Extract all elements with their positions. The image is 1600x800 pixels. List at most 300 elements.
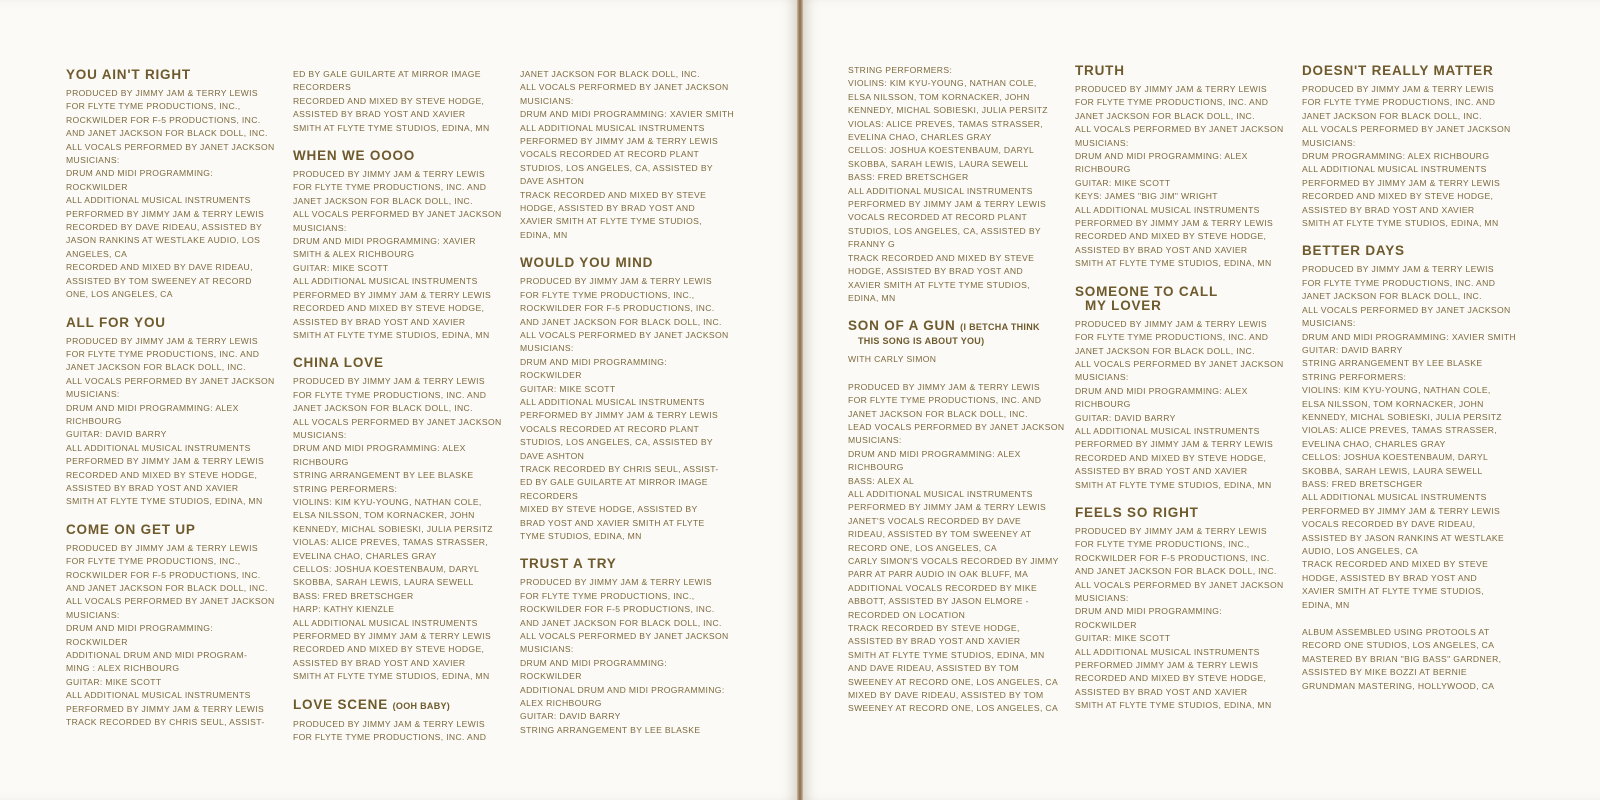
credit-line: RECORDED AND MIXED BY DAVE RIDEAU, bbox=[66, 262, 253, 273]
credit-line: ASSISTED BY BRAD YOST AND XAVIER bbox=[1075, 686, 1248, 697]
credit-line: ASSISTED BY JASON RANKINS AT WESTLAKE bbox=[1302, 532, 1505, 543]
credit-line: ALL VOCALS PERFORMED BY JANET JACKSON bbox=[293, 209, 502, 220]
credit-line: PRODUCED BY JIMMY JAM & TERRY LEWIS bbox=[520, 577, 712, 588]
song-title bbox=[293, 356, 513, 370]
credit-line: ALL VOCALS PERFORMED BY JANET JACKSON bbox=[1302, 304, 1511, 315]
credit-line: KENNEDY, MICHAL SOBIESKI, JULIA PERSITZ bbox=[848, 105, 1048, 116]
song-credits bbox=[293, 698, 513, 745]
credit-line: MING : ALEX RICHBOURG bbox=[66, 663, 180, 674]
credit-line: ED BY GALE GUILARTE AT MIRROR IMAGE bbox=[293, 69, 481, 79]
credit-line: FOR FLYTE TYME PRODUCTIONS, INC. AND bbox=[293, 389, 487, 400]
credit-line: ROCKWILDER FOR F-5 PRODUCTIONS, INC. bbox=[66, 569, 261, 580]
song-title-text: TRUST A TRY bbox=[520, 556, 617, 572]
credit-line: KENNEDY, MICHAL SOBIESKI, JULIA PERSITZ bbox=[1302, 411, 1502, 422]
credit-line: SKOBBA, SARAH LEWIS, LAURA SEWELL bbox=[848, 158, 1029, 169]
credit-line: MIXED BY STEVE HODGE, ASSISTED BY bbox=[520, 504, 698, 515]
credit-line: MUSICIANS: bbox=[1302, 318, 1356, 329]
credit-line: PERFORMED BY JIMMY JAM & TERRY LEWIS bbox=[66, 208, 265, 219]
credit-line: PRODUCED BY JIMMY JAM & TERRY LEWIS bbox=[848, 381, 1040, 392]
credit-line: DRUM AND MIDI PROGRAMMING: bbox=[1075, 606, 1223, 617]
credit-line: FOR FLYTE TYME PRODUCTIONS, INC., bbox=[66, 556, 241, 567]
credit-line: ADDITIONAL DRUM AND MIDI PROGRAM- bbox=[66, 650, 248, 661]
credit-line: ALL ADDITIONAL MUSICAL INSTRUMENTS bbox=[66, 690, 251, 701]
credit-line: FRANNY G bbox=[848, 239, 896, 250]
credit-line: JANET JACKSON FOR BLACK DOLL, INC. bbox=[293, 403, 473, 414]
song-title-line2: THIS SONG IS ABOUT YOU) bbox=[858, 336, 985, 347]
credit-line: FOR FLYTE TYME PRODUCTIONS, INC. AND bbox=[848, 395, 1042, 406]
credit-line: ASSISTED BY BRAD YOST AND XAVIER bbox=[66, 482, 239, 493]
song-title bbox=[1075, 64, 1295, 78]
credit-line: RICHBOURG bbox=[293, 456, 349, 467]
credit-line: VIOLAS: ALICE PREVES, TAMAS STRASSER, bbox=[293, 537, 489, 548]
credit-line: JANET JACKSON FOR BLACK DOLL, INC. bbox=[1302, 291, 1482, 302]
song-title bbox=[848, 319, 1068, 348]
credit-line: ROCKWILDER bbox=[66, 181, 128, 192]
credit-line: CELLOS: JOSHUA KOESTENBAUM, DARYL bbox=[848, 145, 1035, 156]
credit-line: GUITAR: DAVID BARRY bbox=[1075, 412, 1176, 423]
credit-line: ROCKWILDER FOR F-5 PRODUCTIONS, INC. bbox=[520, 604, 715, 615]
credit-line: MUSICIANS: bbox=[66, 609, 120, 620]
credit-line: CELLOS: JOSHUA KOESTENBAUM, DARYL bbox=[1302, 452, 1489, 463]
credit-line: AND JANET JACKSON FOR BLACK DOLL, INC. bbox=[520, 617, 722, 628]
credit-line: ALL VOCALS PERFORMED BY JANET JACKSON bbox=[1075, 579, 1284, 590]
credit-line: FOR FLYTE TYME PRODUCTIONS, INC. AND bbox=[293, 182, 487, 193]
credit-line: BASS: ALEX AL bbox=[848, 475, 915, 486]
credit-line: ASSISTED BY BRAD YOST AND XAVIER bbox=[293, 109, 466, 120]
credit-line: CARLY SIMON'S VOCALS RECORDED BY JIMMY bbox=[848, 556, 1059, 566]
left-column-1 bbox=[66, 68, 286, 743]
credit-line: ADDITIONAL VOCALS RECORDED BY MIKE bbox=[848, 582, 1038, 593]
song-title-text: BETTER DAYS bbox=[1302, 243, 1405, 259]
credit-line: SKOBBA, SARAH LEWIS, LAURA SEWELL bbox=[1302, 465, 1483, 476]
credit-line: DRUM AND MIDI PROGRAMMING: ALEX bbox=[1075, 385, 1248, 396]
credit-line: PRODUCED BY JIMMY JAM & TERRY LEWIS bbox=[66, 542, 258, 553]
credit-line: ALBUM ASSEMBLED USING PROTOOLS AT bbox=[1302, 627, 1490, 638]
credit-line: ALL ADDITIONAL MUSICAL INSTRUMENTS bbox=[1302, 164, 1487, 175]
credit-line: XAVIER SMITH AT FLYTE TYME STUDIOS, bbox=[520, 216, 702, 227]
credit-line: FOR FLYTE TYME PRODUCTIONS, INC. AND bbox=[1302, 97, 1496, 108]
credit-line: ALL ADDITIONAL MUSICAL INSTRUMENTS bbox=[66, 442, 251, 453]
credit-line: ALL VOCALS PERFORMED BY JANET JACKSON bbox=[66, 141, 275, 152]
song-title-text: DOESN'T REALLY MATTER bbox=[1302, 63, 1494, 78]
credit-line: PERFORMED BY JIMMY JAM & TERRY LEWIS bbox=[293, 289, 492, 300]
credit-line: BASS: FRED BRETSCHGER bbox=[848, 172, 969, 183]
credit-line: FOR FLYTE TYME PRODUCTIONS, INC., bbox=[520, 590, 695, 601]
credit-line: STUDIOS, LOS ANGELES, CA, ASSISTED BY bbox=[520, 437, 713, 448]
credit-line: GUITAR: DAVID BARRY bbox=[1302, 344, 1403, 355]
credit-line: PERFORMED BY JIMMY JAM & TERRY LEWIS bbox=[520, 136, 719, 147]
credit-line: MUSICIANS: bbox=[848, 435, 902, 446]
credit-line: ASSISTED BY BRAD YOST AND XAVIER bbox=[1302, 204, 1475, 215]
credit-line: TYME STUDIOS, EDINA, MN bbox=[520, 531, 642, 541]
credit-line: STRING PERFORMERS: bbox=[1302, 371, 1407, 382]
credit-line: RECORD ONE STUDIOS, LOS ANGELES, CA bbox=[1302, 640, 1495, 651]
credit-line: MUSICIANS: bbox=[520, 343, 574, 354]
song-credits bbox=[1075, 285, 1295, 492]
credit-line: SMITH AT FLYTE TYME STUDIOS, EDINA, MN bbox=[848, 649, 1045, 660]
credit-line: ROCKWILDER FOR F-5 PRODUCTIONS, INC. bbox=[520, 303, 715, 314]
credit-line: ALL ADDITIONAL MUSICAL INSTRUMENTS bbox=[1075, 204, 1260, 215]
song-title bbox=[66, 316, 286, 330]
credit-line: GUITAR: MIKE SCOTT bbox=[520, 383, 616, 394]
credit-line: STRING ARRANGEMENT BY LEE BLASKE bbox=[293, 470, 474, 481]
song-title bbox=[1075, 506, 1295, 520]
credit-line: DAVE ASHTON bbox=[520, 176, 585, 187]
credit-line: RECORD ONE, LOS ANGELES, CA bbox=[848, 542, 997, 553]
credit-line: VOCALS RECORDED AT RECORD PLANT bbox=[520, 423, 700, 434]
credit-line: BASS: FRED BRETSCHGER bbox=[293, 590, 414, 601]
credits-continuation bbox=[1302, 626, 1522, 693]
credit-line: AND JANET JACKSON FOR BLACK DOLL, INC. bbox=[520, 316, 722, 327]
song-title bbox=[66, 68, 286, 82]
credit-line: ALL VOCALS PERFORMED BY JANET JACKSON bbox=[520, 631, 729, 642]
credit-line: SMITH AT FLYTE TYME STUDIOS, EDINA, MN bbox=[293, 122, 490, 133]
credit-line: VIOLAS: ALICE PREVES, TAMAS STRASSER, bbox=[1302, 425, 1498, 436]
credit-line: ROCKWILDER bbox=[520, 671, 582, 682]
credit-line: ALEX RICHBOURG bbox=[520, 698, 602, 709]
credit-line: TRACK RECORDED AND MIXED BY STEVE bbox=[848, 252, 1035, 263]
credit-line: BRAD YOST AND XAVIER SMITH AT FLYTE bbox=[520, 517, 705, 528]
credit-line: ANGELES, CA bbox=[66, 248, 128, 259]
credit-line: PRODUCED BY JIMMY JAM & TERRY LEWIS bbox=[1075, 84, 1267, 94]
credit-line: SMITH AT FLYTE TYME STUDIOS, EDINA, MN bbox=[1075, 258, 1272, 269]
credit-line: ALL VOCALS PERFORMED BY JANET JACKSON bbox=[1075, 124, 1284, 135]
song-credits bbox=[1075, 506, 1295, 713]
credit-line: PARR AT PARR AUDIO IN OAK BLUFF, MA bbox=[848, 569, 1029, 580]
credit-line: ROCKWILDER FOR F-5 PRODUCTIONS, INC. bbox=[66, 114, 261, 125]
credit-line: PERFORMED BY JIMMY JAM & TERRY LEWIS bbox=[520, 410, 719, 421]
credit-line: RECORDED ON LOCATION bbox=[848, 609, 966, 620]
credit-line: SMITH AT FLYTE TYME STUDIOS, EDINA, MN bbox=[66, 496, 263, 507]
credit-line: ONE, LOS ANGELES, CA bbox=[66, 289, 173, 300]
song-title bbox=[66, 523, 286, 537]
song-credits bbox=[293, 356, 513, 683]
credit-line: ADDITIONAL DRUM AND MIDI PROGRAMMING: bbox=[520, 684, 725, 695]
credit-line: GUITAR: DAVID BARRY bbox=[66, 429, 167, 440]
credit-line: STRING PERFORMERS: bbox=[848, 65, 953, 75]
credit-line: DAVE ASHTON bbox=[520, 450, 585, 461]
right-page bbox=[803, 0, 1600, 800]
credit-line: VIOLAS: ALICE PREVES, TAMAS STRASSER, bbox=[848, 118, 1044, 129]
song-credits bbox=[66, 68, 286, 302]
left-page bbox=[0, 0, 797, 800]
song-title-text: YOU AIN'T RIGHT bbox=[66, 67, 191, 82]
credit-line: ASSISTED BY TOM SWEENEY AT RECORD bbox=[66, 275, 252, 286]
credit-line: GUITAR: MIKE SCOTT bbox=[293, 262, 389, 273]
song-title bbox=[293, 149, 513, 163]
credit-line: GUITAR: DAVID BARRY bbox=[520, 711, 621, 722]
credit-line: PRODUCED BY JIMMY JAM & TERRY LEWIS bbox=[293, 718, 485, 729]
credit-line: TRACK RECORDED BY CHRIS SEUL, ASSIST- bbox=[520, 463, 719, 474]
credit-line: ALL ADDITIONAL MUSICAL INSTRUMENTS bbox=[520, 122, 705, 133]
credit-line: PRODUCED BY JIMMY JAM & TERRY LEWIS bbox=[1075, 525, 1267, 536]
credit-line: ASSISTED BY BRAD YOST AND XAVIER bbox=[848, 636, 1021, 647]
credit-line: KEYS: JAMES "BIG JIM" WRIGHT bbox=[1075, 191, 1218, 202]
credit-line: SMITH AT FLYTE TYME STUDIOS, EDINA, MN bbox=[1302, 218, 1499, 229]
credit-line: FOR FLYTE TYME PRODUCTIONS, INC. AND bbox=[66, 348, 260, 359]
credit-line: JASON RANKINS AT WESTLAKE AUDIO, LOS bbox=[66, 235, 261, 246]
song-credits bbox=[66, 316, 286, 509]
song-credits bbox=[520, 557, 740, 737]
song-title bbox=[520, 256, 740, 270]
credit-line: FOR FLYTE TYME PRODUCTIONS, INC. AND bbox=[1302, 277, 1496, 288]
credit-line: JANET'S VOCALS RECORDED BY DAVE bbox=[848, 515, 1022, 526]
credit-line: JANET JACKSON FOR BLACK DOLL, INC. bbox=[293, 195, 473, 206]
credit-line: TRACK RECORDED BY STEVE HODGE, bbox=[848, 623, 1020, 634]
credit-line: PRODUCED BY JIMMY JAM & TERRY LEWIS bbox=[293, 376, 485, 387]
credit-line: RECORDED AND MIXED BY STEVE HODGE, bbox=[1075, 231, 1267, 242]
credit-line: STRING ARRANGEMENT BY LEE BLASKE bbox=[1302, 358, 1483, 369]
credit-line: VIOLINS: KIM KYU-YOUNG, NATHAN COLE, bbox=[848, 78, 1037, 89]
credit-line: EVELINA CHAO, CHARLES GRAY bbox=[1302, 438, 1446, 449]
credit-line: TRACK RECORDED AND MIXED BY STEVE bbox=[520, 189, 707, 200]
credit-line: JANET JACKSON FOR BLACK DOLL, INC. bbox=[1075, 345, 1255, 356]
credit-line: GUITAR: MIKE SCOTT bbox=[1075, 177, 1171, 188]
credit-line: DRUM AND MIDI PROGRAMMING: bbox=[520, 356, 668, 367]
credit-line: ALL ADDITIONAL MUSICAL INSTRUMENTS bbox=[1075, 425, 1260, 436]
credit-line: MUSICIANS: bbox=[293, 222, 347, 233]
credit-line: ELSA NILSSON, TOM KORNACKER, JOHN bbox=[1302, 398, 1484, 409]
credit-line: RECORDERS bbox=[293, 82, 352, 93]
credit-line: ALL ADDITIONAL MUSICAL INSTRUMENTS bbox=[1302, 492, 1487, 503]
credit-line: RECORDED BY DAVE RIDEAU, ASSISTED BY bbox=[66, 222, 263, 233]
credit-line: DRUM AND MIDI PROGRAMMING: XAVIER bbox=[293, 236, 476, 247]
credit-line: ASSISTED BY BRAD YOST AND XAVIER bbox=[1075, 244, 1248, 255]
credit-line: MUSICIANS: bbox=[520, 95, 574, 106]
credit-line: PRODUCED BY JIMMY JAM & TERRY LEWIS bbox=[1075, 318, 1267, 329]
credit-line: HODGE, ASSISTED BY BRAD YOST AND bbox=[520, 203, 696, 214]
credit-line: SWEENEY AT RECORD ONE, LOS ANGELES, CA bbox=[848, 703, 1059, 714]
song-title-text: CHINA LOVE bbox=[293, 355, 384, 371]
credit-line: STUDIOS, LOS ANGELES, CA, ASSISTED BY bbox=[520, 162, 713, 173]
credit-line: XAVIER SMITH AT FLYTE TYME STUDIOS, bbox=[848, 279, 1030, 290]
credit-line: ED BY GALE GUILARTE AT MIRROR IMAGE bbox=[520, 477, 708, 488]
credit-line: JANET JACKSON FOR BLACK DOLL, INC. bbox=[66, 362, 246, 373]
right-column-2 bbox=[1075, 64, 1295, 727]
credit-line: VIOLINS: KIM KYU-YOUNG, NATHAN COLE, bbox=[293, 496, 482, 507]
credit-line: AND JANET JACKSON FOR BLACK DOLL, INC. bbox=[1075, 566, 1277, 577]
credit-line: KENNEDY, MICHAL SOBIESKI, JULIA PERSITZ bbox=[293, 523, 493, 534]
credit-line: PRODUCED BY JIMMY JAM & TERRY LEWIS bbox=[66, 335, 258, 346]
credit-line: JANET JACKSON FOR BLACK DOLL, INC. bbox=[520, 69, 700, 79]
credit-line: PERFORMED BY JIMMY JAM & TERRY LEWIS bbox=[1302, 505, 1501, 516]
credit-line: JANET JACKSON FOR BLACK DOLL, INC. bbox=[848, 408, 1028, 419]
credit-line: WITH CARLY SIMON bbox=[848, 354, 937, 365]
credit-line: DRUM PROGRAMMING: ALEX RICHBOURG bbox=[1302, 151, 1490, 162]
credit-line: STUDIOS, LOS ANGELES, CA, ASSISTED BY bbox=[848, 225, 1041, 236]
credit-line: EDINA, MN bbox=[520, 229, 568, 240]
credit-line: RECORDED AND MIXED BY STEVE HODGE, bbox=[66, 469, 258, 480]
credit-line: HARP: KATHY KIENZLE bbox=[293, 604, 395, 615]
credit-line: SMITH AT FLYTE TYME STUDIOS, EDINA, MN bbox=[293, 671, 490, 682]
credit-line: RICHBOURG bbox=[1075, 164, 1131, 175]
credit-line: MUSICIANS: bbox=[293, 429, 347, 440]
credit-line: VOCALS RECORDED AT RECORD PLANT bbox=[848, 212, 1028, 223]
credit-line: MUSICIANS: bbox=[1302, 137, 1356, 148]
credit-line: ALL ADDITIONAL MUSICAL INSTRUMENTS bbox=[520, 396, 705, 407]
credit-line: ROCKWILDER bbox=[66, 636, 128, 647]
credit-line: ABBOTT, ASSISTED BY JASON ELMORE - bbox=[848, 596, 1029, 607]
song-title-text: SON OF A GUN bbox=[848, 318, 956, 334]
credit-line: ROCKWILDER FOR F-5 PRODUCTIONS, INC. bbox=[1075, 552, 1270, 563]
credit-line: PERFORMED BY JIMMY JAM & TERRY LEWIS bbox=[66, 703, 265, 714]
credit-line: EVELINA CHAO, CHARLES GRAY bbox=[848, 132, 992, 143]
credit-line: PERFORMED BY JIMMY JAM & TERRY LEWIS bbox=[1302, 177, 1501, 188]
credit-line: RIDEAU, ASSISTED BY TOM SWEENEY AT bbox=[848, 529, 1032, 540]
song-credits bbox=[520, 256, 740, 543]
credits-continuation bbox=[520, 68, 740, 242]
song-title bbox=[1302, 244, 1522, 258]
credit-line: RICHBOURG bbox=[848, 462, 904, 473]
credit-line: ALL VOCALS PERFORMED BY JANET JACKSON bbox=[1075, 358, 1284, 369]
credit-line: EDINA, MN bbox=[1302, 599, 1350, 610]
credit-line: BASS: FRED BRETSCHGER bbox=[1302, 478, 1423, 489]
credit-line: PERFORMED BY JIMMY JAM & TERRY LEWIS bbox=[1075, 439, 1274, 450]
credit-line: PERFORMED BY JIMMY JAM & TERRY LEWIS bbox=[66, 456, 265, 467]
credit-line: PERFORMED BY JIMMY JAM & TERRY LEWIS bbox=[848, 502, 1047, 513]
credit-line: CELLOS: JOSHUA KOESTENBAUM, DARYL bbox=[293, 564, 480, 574]
credit-line: ROCKWILDER bbox=[520, 370, 582, 381]
song-title-subtitle: (OOH BABY) bbox=[392, 700, 451, 711]
credits-continuation bbox=[293, 68, 513, 135]
credit-line: ALL VOCALS PERFORMED BY JANET JACKSON bbox=[66, 596, 275, 607]
credit-line: HODGE, ASSISTED BY BRAD YOST AND bbox=[848, 266, 1024, 277]
song-title-text: WOULD YOU MIND bbox=[520, 255, 654, 271]
credit-line: FOR FLYTE TYME PRODUCTIONS, INC., bbox=[520, 289, 695, 300]
song-title-text: FEELS SO RIGHT bbox=[1075, 504, 1199, 520]
credit-line: ALL ADDITIONAL MUSICAL INSTRUMENTS bbox=[848, 488, 1033, 499]
credit-line: DRUM AND MIDI PROGRAMMING: ALEX bbox=[293, 443, 466, 454]
song-title-text: WHEN WE OOOO bbox=[293, 148, 416, 164]
song-title bbox=[293, 698, 513, 713]
credit-line: ALL VOCALS PERFORMED BY JANET JACKSON bbox=[520, 329, 729, 340]
credit-line: RECORDED AND MIXED BY STEVE HODGE, bbox=[293, 644, 485, 655]
credit-line: MUSICIANS: bbox=[66, 155, 120, 166]
credit-line bbox=[848, 367, 1068, 381]
credit-line: ELSA NILSSON, TOM KORNACKER, JOHN bbox=[848, 91, 1030, 102]
credit-line: FOR FLYTE TYME PRODUCTIONS, INC., bbox=[1075, 539, 1250, 550]
song-credits bbox=[66, 523, 286, 730]
credit-line: DRUM AND MIDI PROGRAMMING: XAVIER SMITH bbox=[520, 109, 735, 120]
credit-line: EDINA, MN bbox=[848, 292, 896, 303]
credit-line: DRUM AND MIDI PROGRAMMING: bbox=[520, 657, 668, 668]
credit-line: SKOBBA, SARAH LEWIS, LAURA SEWELL bbox=[293, 577, 474, 588]
credit-line: VOCALS RECORDED AT RECORD PLANT bbox=[520, 149, 700, 160]
credit-line: TRACK RECORDED AND MIXED BY STEVE bbox=[1302, 559, 1489, 570]
credit-line: SWEENEY AT RECORD ONE, LOS ANGELES, CA bbox=[848, 676, 1059, 687]
song-title-text: SOMEONE TO CALL bbox=[1075, 283, 1219, 299]
credit-line: ALL VOCALS PERFORMED BY JANET JACKSON bbox=[66, 375, 275, 386]
credit-line: SMITH AT FLYTE TYME STUDIOS, EDINA, MN bbox=[1075, 479, 1272, 490]
song-title bbox=[520, 557, 740, 571]
credit-line: SMITH & ALEX RICHBOURG bbox=[293, 249, 415, 260]
credit-line: LEAD VOCALS PERFORMED BY JANET JACKSON bbox=[848, 421, 1065, 432]
credit-line: ALL VOCALS PERFORMED BY JANET JACKSON bbox=[520, 82, 729, 93]
credit-line: PERFORMED JIMMY JAM & TERRY LEWIS bbox=[1075, 660, 1259, 671]
credit-line: RECORDED AND MIXED BY STEVE HODGE, bbox=[1302, 191, 1494, 202]
right-column-3 bbox=[1302, 64, 1522, 707]
credit-line: PRODUCED BY JIMMY JAM & TERRY LEWIS bbox=[1302, 264, 1494, 275]
credit-line: ASSISTED BY BRAD YOST AND XAVIER bbox=[293, 657, 466, 668]
credit-line: ELSA NILSSON, TOM KORNACKER, JOHN bbox=[293, 510, 475, 521]
credit-line: RICHBOURG bbox=[66, 415, 122, 426]
song-title-line2: MY LOVER bbox=[1085, 297, 1162, 313]
credit-line: SMITH AT FLYTE TYME STUDIOS, EDINA, MN bbox=[293, 329, 490, 340]
song-credits bbox=[293, 149, 513, 342]
credit-line: GRUNDMAN MASTERING, HOLLYWOOD, CA bbox=[1302, 680, 1495, 691]
credit-line: RECORDED AND MIXED BY STEVE HODGE, bbox=[293, 303, 485, 314]
credit-line: SMITH AT FLYTE TYME STUDIOS, EDINA, MN bbox=[1075, 700, 1272, 711]
credit-line: GUITAR: MIKE SCOTT bbox=[1075, 633, 1171, 644]
song-title-text: TRUTH bbox=[1075, 63, 1125, 78]
credit-line: STRING ARRANGEMENT BY LEE BLASKE bbox=[520, 724, 701, 735]
credit-line: ALL ADDITIONAL MUSICAL INSTRUMENTS bbox=[293, 276, 478, 287]
song-credits bbox=[1075, 64, 1295, 271]
credit-line: HODGE, ASSISTED BY BRAD YOST AND bbox=[1302, 572, 1478, 583]
credit-line: XAVIER SMITH AT FLYTE TYME STUDIOS, bbox=[1302, 586, 1484, 597]
credit-line: DRUM AND MIDI PROGRAMMING: ALEX bbox=[848, 448, 1021, 459]
credit-line: MUSICIANS: bbox=[1075, 137, 1129, 148]
credit-line: MASTERED BY BRIAN "BIG BASS" GARDNER, bbox=[1302, 653, 1502, 664]
credit-line: FOR FLYTE TYME PRODUCTIONS, INC., bbox=[66, 101, 241, 112]
credit-line: ALL ADDITIONAL MUSICAL INSTRUMENTS bbox=[1075, 646, 1260, 657]
credit-line: ALL VOCALS PERFORMED BY JANET JACKSON bbox=[293, 416, 502, 427]
credit-line: DRUM AND MIDI PROGRAMMING: ALEX bbox=[1075, 151, 1248, 162]
credit-line: RECORDED AND MIXED BY STEVE HODGE, bbox=[293, 95, 485, 106]
credit-line: PERFORMED BY JIMMY JAM & TERRY LEWIS bbox=[293, 631, 492, 642]
left-column-2 bbox=[293, 68, 513, 758]
song-title-subtitle: (I BETCHA THINK bbox=[960, 322, 1040, 333]
credit-line: MUSICIANS: bbox=[66, 389, 120, 400]
credit-line: ASSISTED BY BRAD YOST AND XAVIER bbox=[293, 316, 466, 327]
credit-line: PERFORMED BY JIMMY JAM & TERRY LEWIS bbox=[1075, 218, 1274, 229]
credit-line: PRODUCED BY JIMMY JAM & TERRY LEWIS bbox=[520, 276, 712, 287]
song-credits bbox=[1302, 64, 1522, 230]
credit-line: ASSISTED BY BRAD YOST AND XAVIER bbox=[1075, 466, 1248, 477]
credit-line: TRACK RECORDED BY CHRIS SEUL, ASSIST- bbox=[66, 717, 265, 728]
credit-line: FOR FLYTE TYME PRODUCTIONS, INC. AND bbox=[1075, 332, 1269, 343]
credit-line: RECORDED AND MIXED BY STEVE HODGE, bbox=[1075, 452, 1267, 463]
credit-line: PRODUCED BY JIMMY JAM & TERRY LEWIS bbox=[66, 88, 258, 98]
song-credits bbox=[848, 319, 1068, 716]
credit-line: MUSICIANS: bbox=[1075, 593, 1129, 603]
credit-line: DRUM AND MIDI PROGRAMMING: ALEX bbox=[66, 402, 239, 413]
credit-line: DRUM AND MIDI PROGRAMMING: XAVIER SMITH bbox=[1302, 331, 1517, 342]
credit-line: AND JANET JACKSON FOR BLACK DOLL, INC. bbox=[66, 128, 268, 139]
song-credits bbox=[1302, 244, 1522, 612]
credit-line: AND JANET JACKSON FOR BLACK DOLL, INC. bbox=[66, 583, 268, 593]
credit-line: RECORDED AND MIXED BY STEVE HODGE, bbox=[1075, 673, 1267, 684]
credit-line: MUSICIANS: bbox=[1075, 372, 1129, 383]
credit-line: MIXED BY DAVE RIDEAU, ASSISTED BY TOM bbox=[848, 690, 1044, 701]
credit-line: RECORDERS bbox=[520, 490, 579, 501]
song-title-text: COME ON GET UP bbox=[66, 521, 196, 537]
credit-line: ALL VOCALS PERFORMED BY JANET JACKSON bbox=[1302, 124, 1511, 135]
credit-line: VIOLINS: KIM KYU-YOUNG, NATHAN COLE, bbox=[1302, 385, 1491, 396]
credit-line: FOR FLYTE TYME PRODUCTIONS, INC. AND bbox=[1075, 97, 1269, 108]
credit-line: MUSICIANS: bbox=[520, 644, 574, 655]
song-title-text: ALL FOR YOU bbox=[66, 314, 166, 330]
credit-line: FOR FLYTE TYME PRODUCTIONS, INC. AND bbox=[293, 732, 487, 743]
credit-line: ALL ADDITIONAL MUSICAL INSTRUMENTS bbox=[293, 617, 478, 628]
credit-line: ROCKWILDER bbox=[1075, 619, 1137, 630]
credit-line: ALL ADDITIONAL MUSICAL INSTRUMENTS bbox=[66, 195, 251, 206]
credit-line: DRUM AND MIDI PROGRAMMING: bbox=[66, 623, 214, 634]
right-column-1 bbox=[848, 64, 1068, 730]
credit-line: AUDIO, LOS ANGELES, CA bbox=[1302, 546, 1419, 556]
credit-line: VOCALS RECORDED BY DAVE RIDEAU, bbox=[1302, 519, 1476, 530]
song-title-text: LOVE SCENE bbox=[293, 696, 389, 712]
